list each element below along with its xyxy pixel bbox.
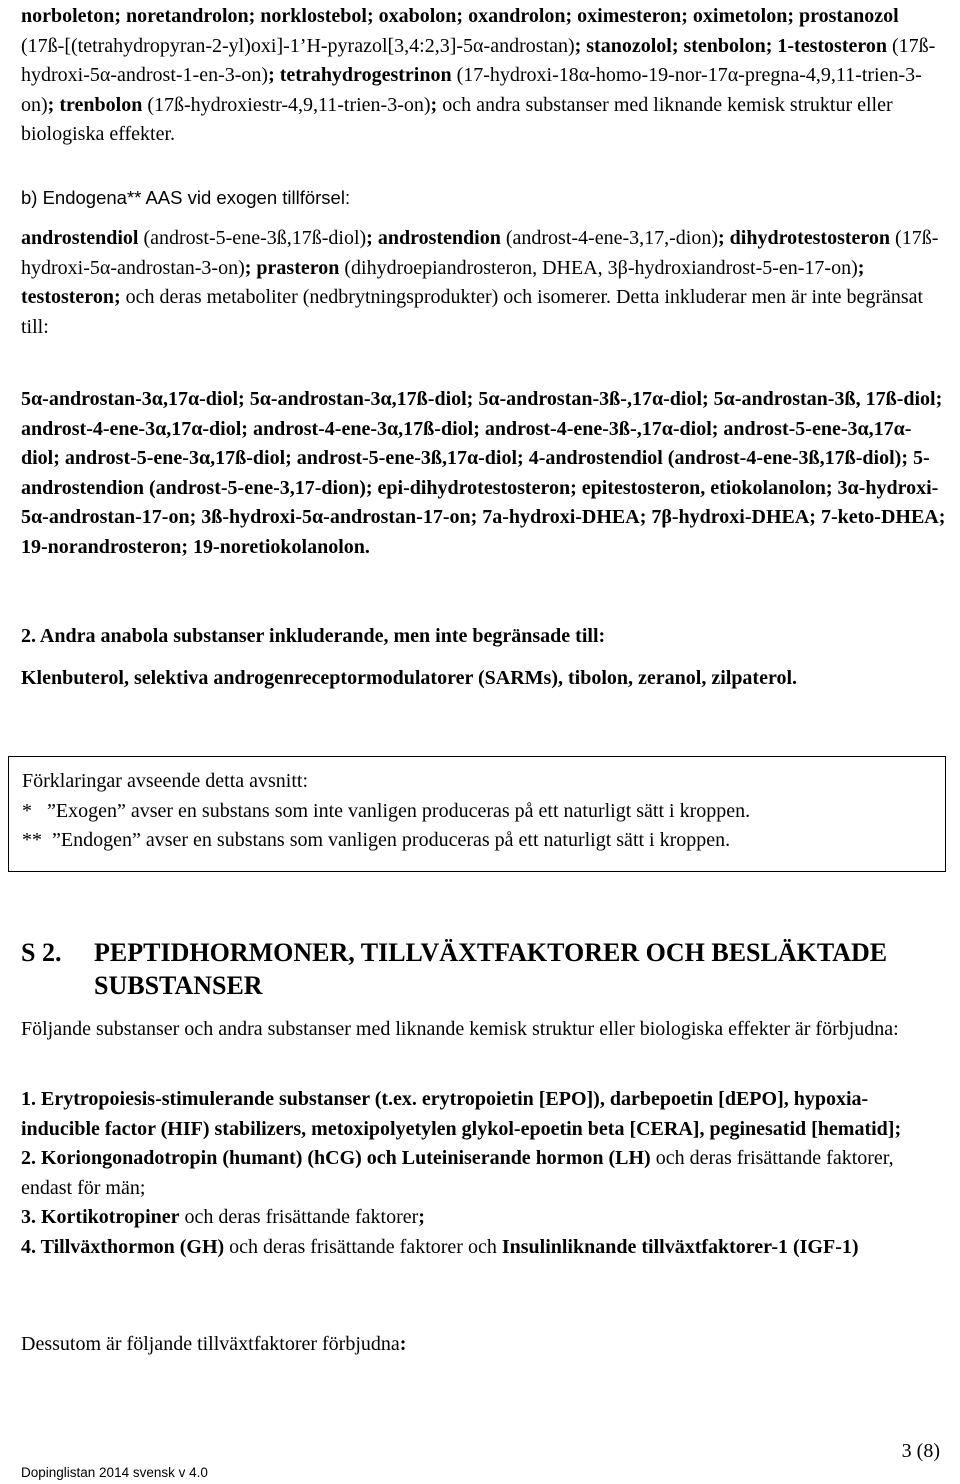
s2-substance-list xyxy=(21,1085,939,1262)
text-run: och andra substanser med liknande kemisk struktur eller biologiska effekter. xyxy=(21,93,893,145)
bold-text-run: ; xyxy=(418,1206,425,1228)
s2-number: S 2. xyxy=(21,938,62,967)
bold-text-run: norboleton; noretandrolon; norklostebol; oxabolon; oxandrolon; oximesteron; oximetolon; prostanozol xyxy=(21,5,899,27)
text-run: (dihydroepiandrosteron, DHEA, 3β-hydroxiandrost-5-en-17-on) xyxy=(339,256,858,279)
s2-list-item xyxy=(21,1085,939,1144)
paragraph-b-heading: b) Endogena** AAS vid exogen tillförsel: xyxy=(21,187,351,208)
bold-text-run: : xyxy=(399,1333,407,1355)
bold-text-run: ; xyxy=(430,93,438,116)
paragraph-anabolic-list-continued xyxy=(21,2,939,150)
explanation-endogen: ** ”Endogen” avser en substans som vanligen produceras på ett naturligt sätt i kroppen. xyxy=(22,829,731,851)
text-run: (17-hydroxi-18α-homo-19-nor-17α-pregna-4,9,11-trien-3-on) xyxy=(21,64,922,116)
bold-text-run: ; androstendion xyxy=(366,227,501,249)
bold-text-run: 4. Tillväxthormon (GH) xyxy=(21,1235,225,1258)
s2-title: PEPTIDHORMONER, TILLVÄXTFAKTORER OCH BESLÄKTADE SUBSTANSER xyxy=(94,938,888,1000)
text-run: och deras frisättande faktorer, endast för män; xyxy=(21,1147,894,1199)
bold-text-run: ; tetrahydrogestrinon xyxy=(268,64,452,86)
bold-text-run: 2. Koriongonadotropin (humant) (hCG) och Luteiniserande hormon (LH) xyxy=(21,1147,651,1169)
section-2-body: Klenbuterol, selektiva androgenreceptormodulatorer (SARMs), tibolon, zeranol, zilpaterol. xyxy=(21,667,798,689)
s2-growth-factors-line xyxy=(21,1330,939,1360)
explanation-box xyxy=(8,756,946,872)
text-run: (17ß-hydroxiestr-4,9,11-trien-3-on) xyxy=(142,93,431,116)
paragraph-endogenous-aas xyxy=(21,224,946,342)
explanation-exogen: * ”Exogen” avser en substans som inte vanligen produceras på ett naturligt sätt i kroppen. xyxy=(22,799,751,822)
footer-document-version: Dopinglistan 2014 svensk v 4.0 xyxy=(21,1465,208,1480)
text-run: (androst-4-ene-3,17,-dion) xyxy=(500,227,718,249)
bold-text-run: ; dihydrotestosteron xyxy=(718,227,891,249)
text-run: (17ß-hydroxi-5α-androst-1-en-3-on) xyxy=(21,34,936,86)
text-run: (androst-5-ene-3ß,17ß-diol) xyxy=(138,227,367,249)
bold-text-run: 1. Erytropoiesis-stimulerande substanser (t.ex. erytropoietin [EPO]), darbepoetin [dEPO], hypoxia-inducible factor (HIF) stabilizers, metoxipolyetylen glykol-epoetin beta [CERA], peginesatid [hematid]; xyxy=(21,1088,902,1140)
bold-text-run: ; stanozolol; stenbolon; 1-testosteron xyxy=(574,34,887,57)
s2-list-item xyxy=(21,1203,939,1233)
bold-text-run: ; trenbolon xyxy=(47,93,143,116)
text-run: och deras frisättande faktorer xyxy=(179,1206,419,1228)
bold-text-run: ; testosteron; xyxy=(21,256,865,308)
s2-list-item xyxy=(21,1144,939,1203)
bold-text-run: androstendiol xyxy=(21,227,139,249)
metabolite-list: 5α-androstan-3α,17α-diol; 5α-androstan-3α,17ß-diol; 5α-androstan-3ß-,17α-diol; 5α-androstan-3ß, 17ß-diol; androst-4-ene-3α,17α-diol; androst-4-ene-3α,17ß-diol; androst-4-ene-3ß-,17α-diol; androst-5-ene-3α,17α-diol; androst-5-ene-3α,17ß-diol; androst-5-ene-3ß,17α-diol; 4-androstendiol (androst-4-ene-3ß,17ß-diol); 5-androstendion (androst-5-ene-3,17-dion); epi-dihydrotestosteron; epitestosteron, etiokolanolon; 3α-hydroxi-5α-androstan-17-on; 3ß-hydroxi-5α-androstan-17-on; 7a-hydroxi-DHEA; 7β-hydroxi-DHEA; 7-keto-DHEA; 19-norandrosteron; 19-noretiokolanolon. xyxy=(21,388,946,558)
bold-text-run: 3. Kortikotropiner xyxy=(21,1206,180,1228)
text-run: och deras frisättande faktorer och xyxy=(224,1235,502,1258)
bold-text-run: Insulinliknande tillväxtfaktorer-1 (IGF-1) xyxy=(501,1235,859,1258)
text-run: (17ß-[(tetrahydropyran-2-yl)oxi]-1’H-pyrazol[3,4:2,3]-5α-androstan) xyxy=(21,34,575,57)
text-run: Dessutom är följande tillväxtfaktorer förbjudna xyxy=(21,1333,400,1355)
text-run: (17ß-hydroxi-5α-androstan-3-on) xyxy=(21,227,939,279)
s2-intro: Följande substanser och andra substanser med liknande kemisk struktur eller biologiska effekter är förbjudna: xyxy=(21,1018,899,1040)
s2-heading xyxy=(21,936,939,1002)
section-2-heading: 2. Andra anabola substanser inkluderande, men inte begränsade till: xyxy=(21,625,606,647)
bold-text-run: ; prasteron xyxy=(244,256,340,279)
text-run: och deras metaboliter (nedbrytningsprodukter) och isomerer. Detta inkluderar men är inte begränsat till: xyxy=(21,286,924,338)
footer-page-number: 3 (8) xyxy=(901,1440,940,1462)
explanation-title: Förklaringar avseende detta avsnitt: xyxy=(22,770,309,792)
s2-list-item xyxy=(21,1233,939,1263)
